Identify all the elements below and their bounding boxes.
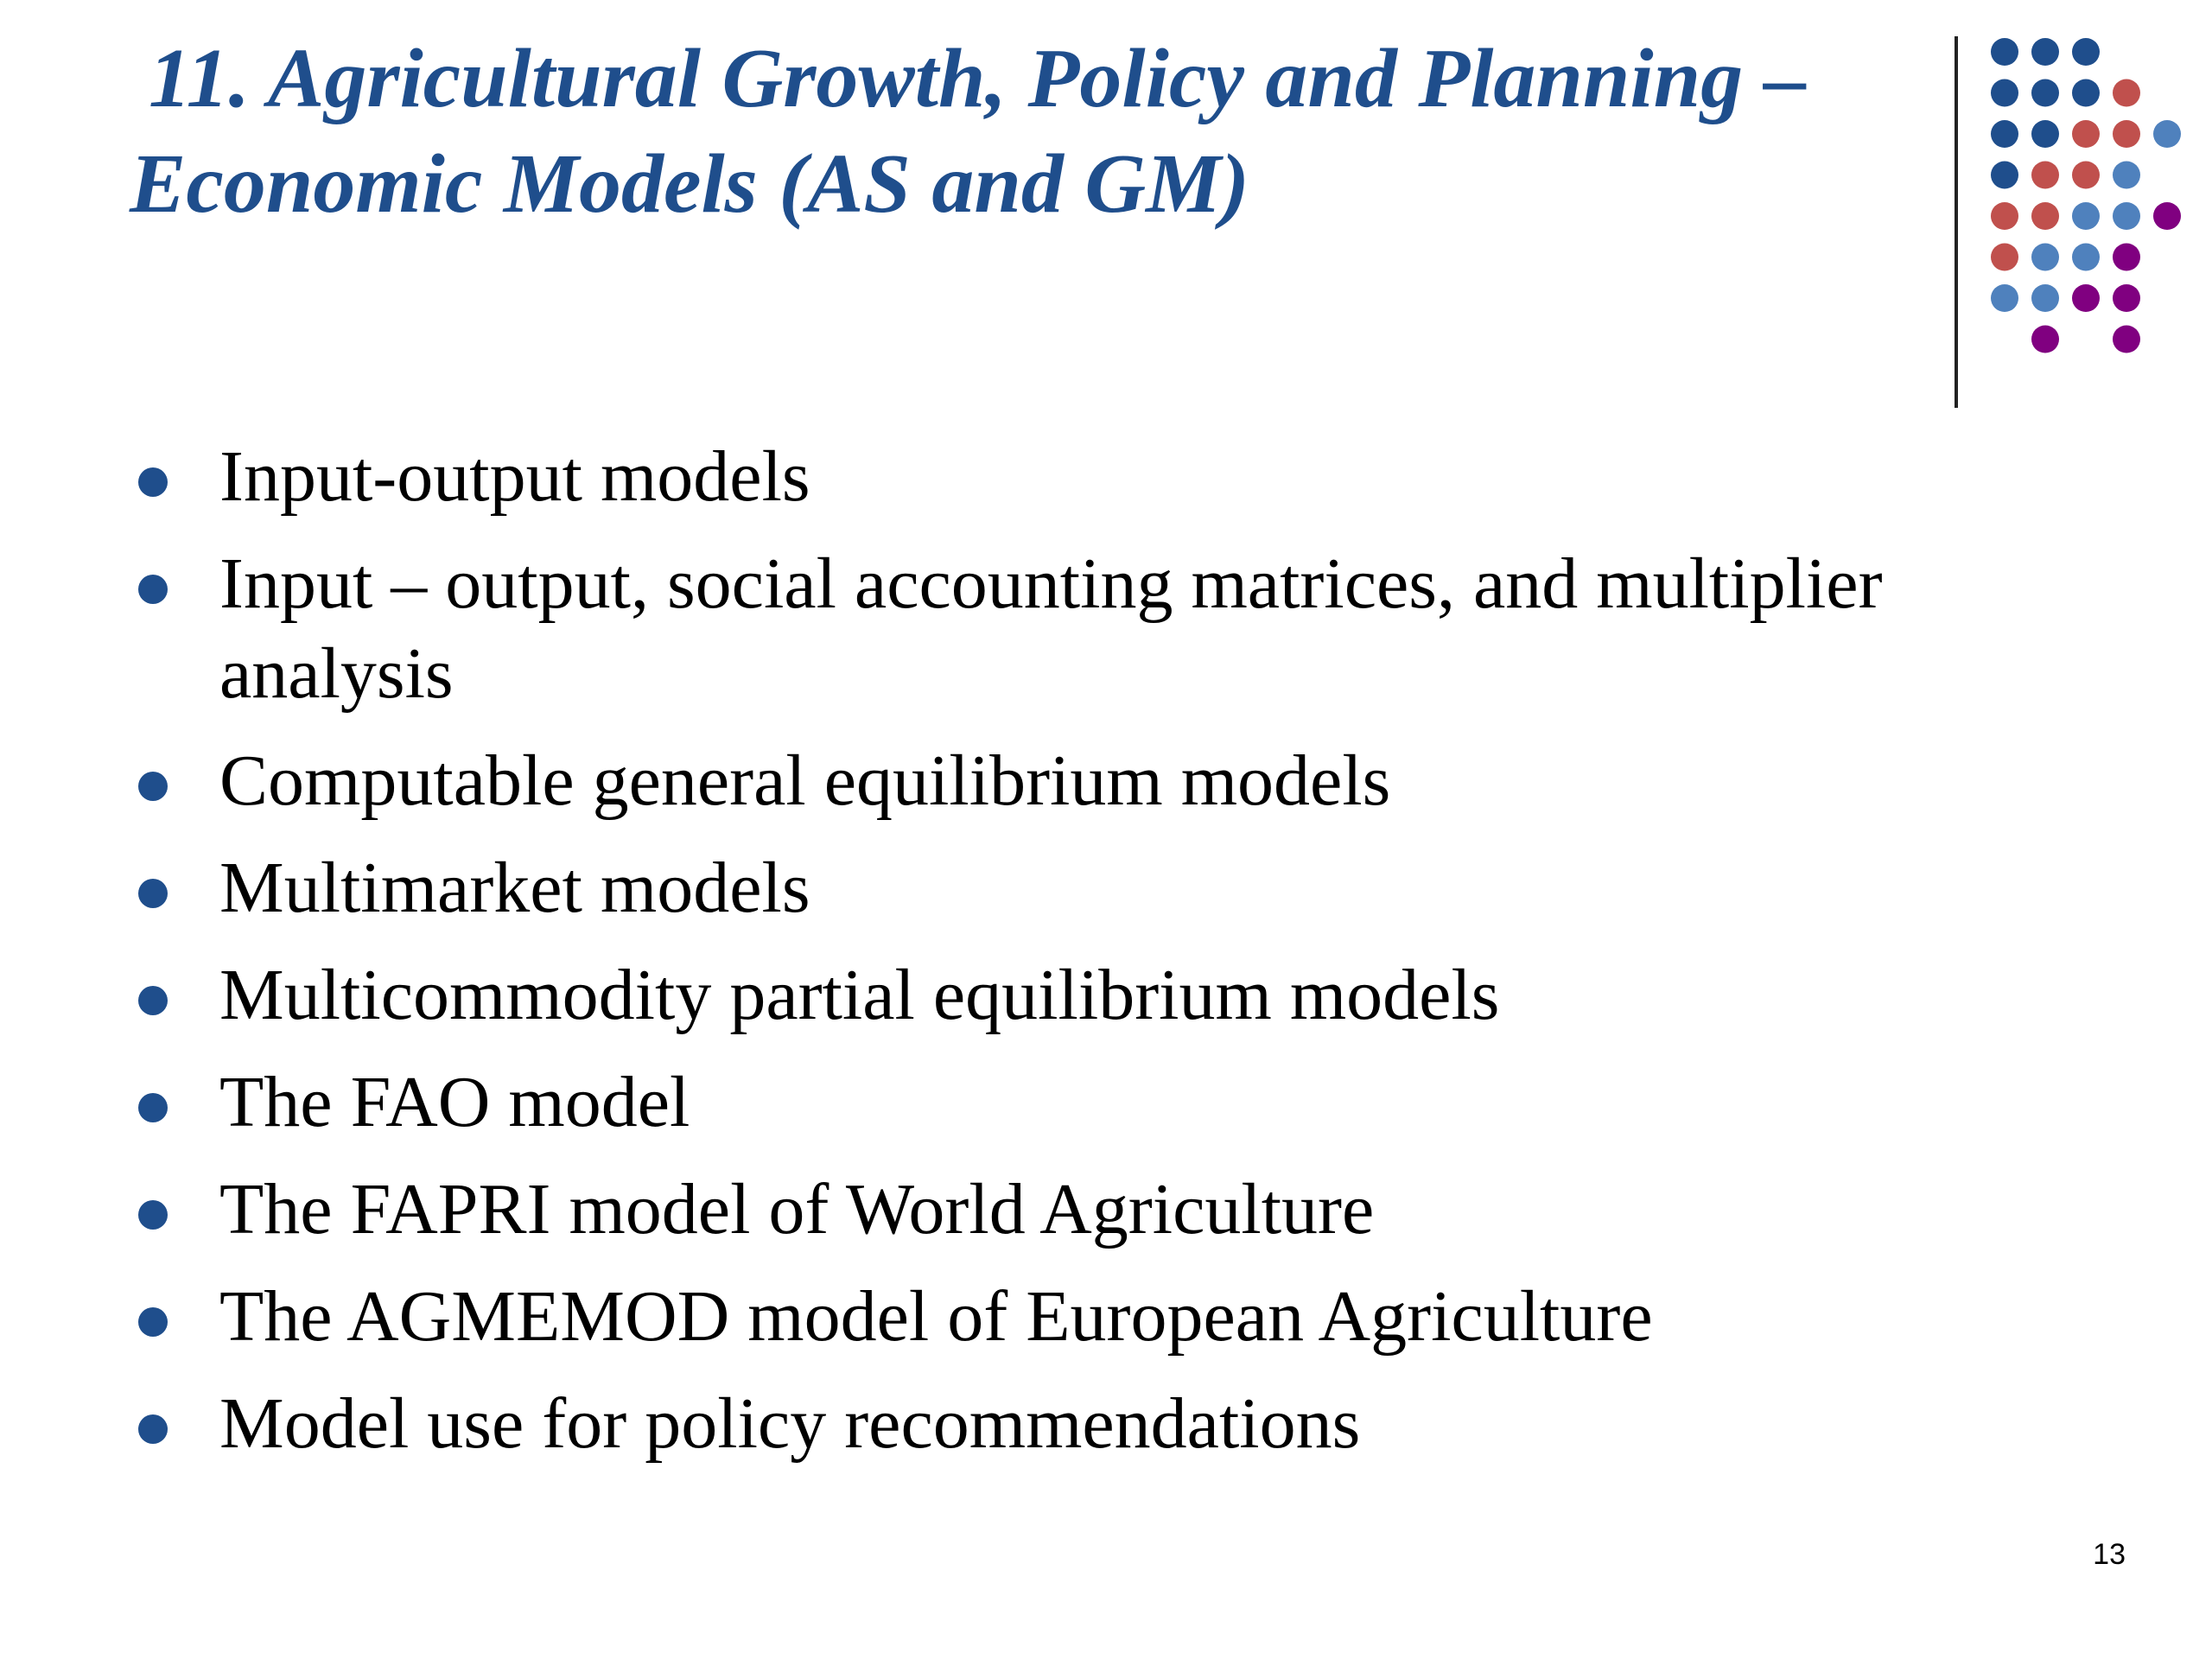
decorative-dot [2072, 244, 2100, 271]
decorative-dot [2031, 284, 2059, 312]
decorative-dot [2113, 120, 2140, 148]
bullet-text: Model use for policy recommendations [219, 1383, 1361, 1464]
decorative-dot [2072, 202, 2100, 230]
bullet-text: The FAPRI model of World Agriculture [219, 1169, 1375, 1249]
decorative-dot [2113, 202, 2140, 230]
bullet-item [130, 1165, 1944, 1255]
bullet-item [130, 1272, 1944, 1362]
bullet-dot-icon [138, 467, 168, 497]
bullet-dot-icon [138, 772, 168, 801]
decorative-dot [2031, 120, 2059, 148]
decorative-dot [2113, 284, 2140, 312]
bullet-item [130, 843, 1944, 933]
decorative-dot [2072, 79, 2100, 107]
bullet-item [130, 1058, 1944, 1147]
decorative-dot [2113, 79, 2140, 107]
decorative-dot [2072, 284, 2100, 312]
decorative-dot [2031, 326, 2059, 353]
decorative-dot [2113, 326, 2140, 353]
bullet-list [130, 432, 1944, 1486]
decorative-dot [2031, 79, 2059, 107]
slide-title-line1: 11. Agricultural Growth, Policy and Planning – [149, 32, 1807, 125]
bullet-text: Multicommodity partial equilibrium models [219, 955, 1500, 1035]
decorative-dot [1991, 202, 2018, 230]
decorative-dot [2031, 244, 2059, 271]
title-divider [1955, 36, 1958, 408]
dot-grid-decoration [1987, 35, 2212, 363]
decorative-dot [2072, 162, 2100, 189]
bullet-dot-icon [138, 1200, 168, 1230]
bullet-item [130, 1379, 1944, 1469]
bullet-text: Input-output models [219, 436, 810, 517]
bullet-dot-icon [138, 1307, 168, 1337]
bullet-text: Input – output, social accounting matrices, and multiplier analysis [219, 543, 1883, 714]
decorative-dot [2153, 120, 2181, 148]
decorative-dot [1991, 79, 2018, 107]
bullet-dot-icon [138, 1093, 168, 1122]
decorative-dot [2113, 244, 2140, 271]
bullet-dot-icon [138, 1414, 168, 1444]
slide-title [130, 26, 1910, 237]
decorative-dot [2031, 202, 2059, 230]
decorative-dot [1991, 120, 2018, 148]
decorative-dot [2072, 120, 2100, 148]
bullet-item [130, 432, 1944, 522]
bullet-item [130, 950, 1944, 1040]
bullet-item [130, 736, 1944, 826]
decorative-dot [2153, 202, 2181, 230]
bullet-dot-icon [138, 575, 168, 604]
bullet-dot-icon [138, 879, 168, 908]
bullet-text: Multimarket models [219, 848, 810, 928]
decorative-dot [2031, 38, 2059, 66]
page-number: 13 [2093, 1538, 2126, 1571]
bullet-text: Computable general equilibrium models [219, 741, 1391, 821]
decorative-dot [2031, 162, 2059, 189]
decorative-dot [1991, 162, 2018, 189]
decorative-dot [1991, 284, 2018, 312]
slide-title-line2: Economic Models (AS and GM) [130, 137, 1249, 231]
bullet-dot-icon [138, 986, 168, 1015]
bullet-item [130, 539, 1944, 719]
bullet-text: The FAO model [219, 1062, 690, 1142]
decorative-dot [2072, 38, 2100, 66]
bullet-text: The AGMEMOD model of European Agriculture [219, 1276, 1653, 1357]
decorative-dot [2113, 162, 2140, 189]
decorative-dot [1991, 38, 2018, 66]
decorative-dot [1991, 244, 2018, 271]
